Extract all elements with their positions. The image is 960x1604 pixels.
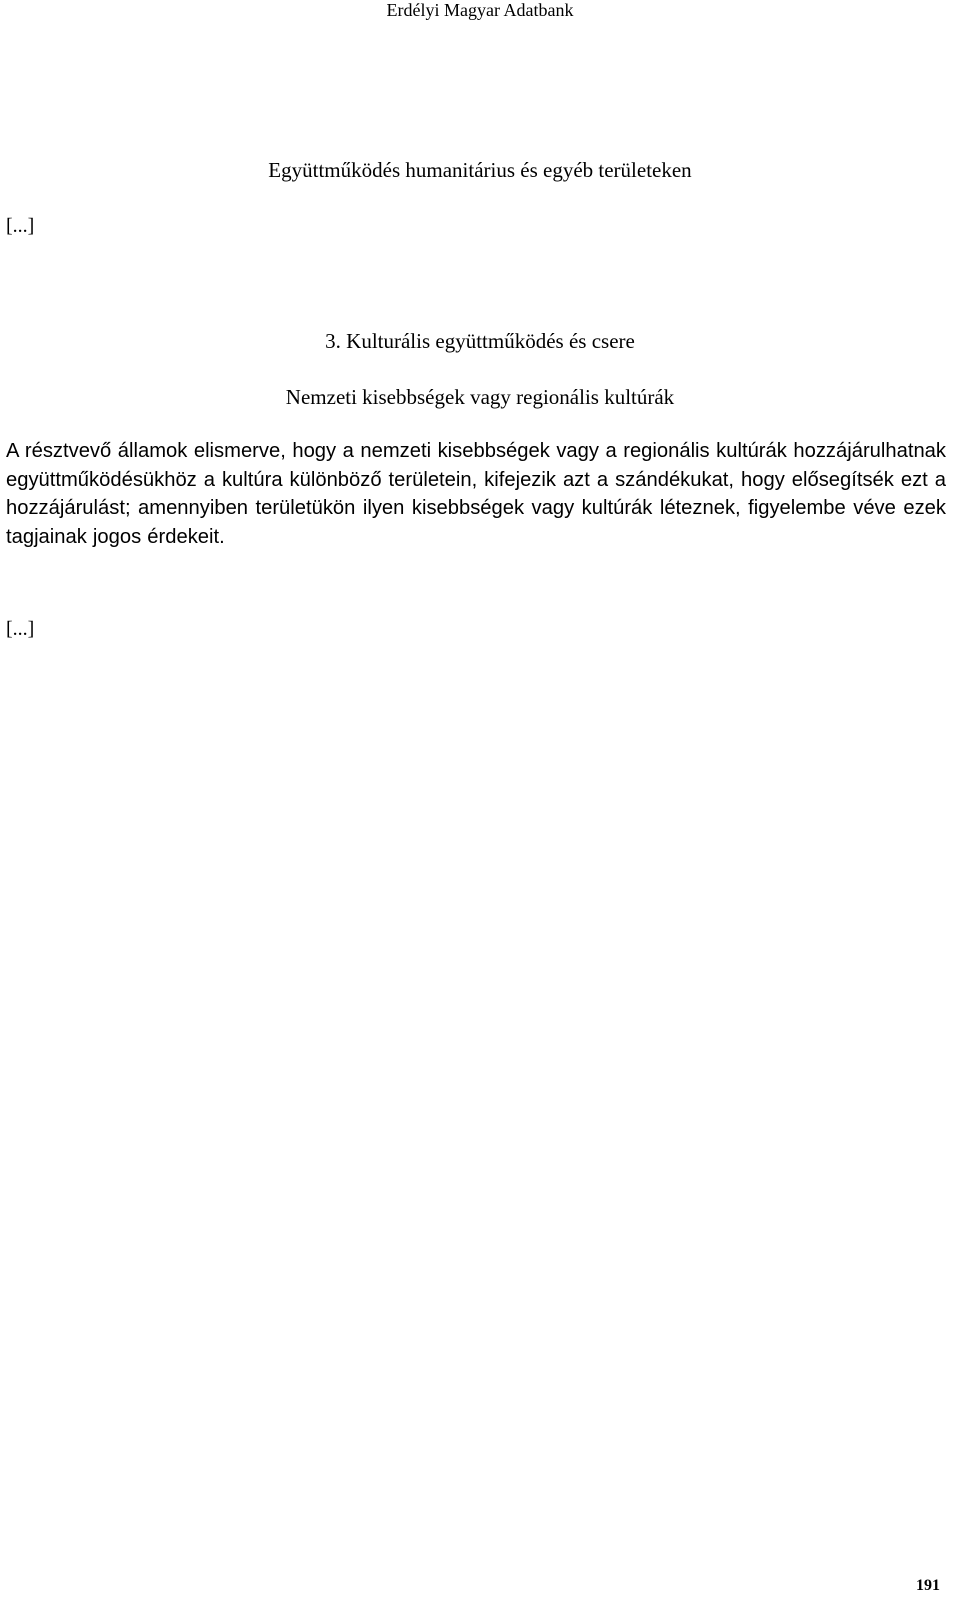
- omission-marker-top: [...]: [6, 215, 35, 237]
- page-header: Erdélyi Magyar Adatbank: [386, 0, 574, 20]
- body-paragraph: A résztvevő államok elismerve, hogy a nemzeti kisebbségek vagy a regionális kultúrák hozzájárulhatnak együttműködésükhöz a kultúra különböző területein, kifejezik azt a szándékukat, hogy elősegítsék ezt a hozzájárulást; amennyiben területükön ilyen kisebbségek vagy kultúrák léteznek, figyelembe véve ezek tagjainak jogos érdekeit.: [6, 440, 946, 548]
- section-title: Együttműködés humanitárius és egyéb területeken: [268, 158, 692, 182]
- page-number: 191: [916, 1577, 940, 1594]
- subsection-subtitle: Nemzeti kisebbségek vagy regionális kultúrák: [285, 385, 675, 409]
- subsection-title: 3. Kulturális együttműködés és csere: [325, 329, 635, 353]
- omission-marker-bottom: [...]: [6, 618, 35, 640]
